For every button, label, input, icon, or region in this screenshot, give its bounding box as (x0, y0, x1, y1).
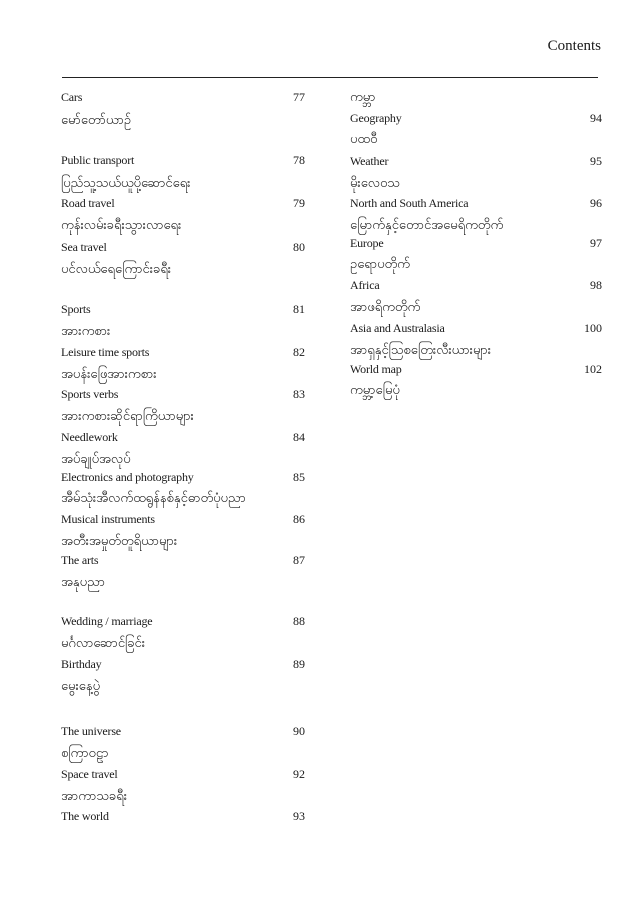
entry-title-en: The universe (61, 724, 121, 738)
entry-page-number: 82 (293, 345, 305, 359)
entry-title-my: ပင်လယ်ရေကြောင်းခရီး (61, 262, 172, 277)
entry-page-number: 96 (590, 196, 602, 210)
entry-title-en: World map (350, 362, 402, 376)
entry-page-number: 97 (590, 236, 602, 250)
entry-title-my: အပန်းဖြေအားကစား (61, 367, 157, 382)
entry-page-number: 92 (293, 767, 305, 781)
entry-title-my: မွေးနေ့ပွဲ (61, 679, 100, 694)
entry-page-number: 81 (293, 302, 305, 316)
entry-page-number: 102 (584, 362, 602, 376)
entry-title-en: Africa (350, 278, 380, 292)
entry-page-number: 95 (590, 154, 602, 168)
entry-title-en: Europe (350, 236, 384, 250)
entry-title-my: စကြာဝဠာ (61, 746, 109, 761)
entry-title-en: North and South America (350, 196, 469, 210)
entry-title-my: အားကစား (61, 324, 111, 339)
entry-title-en: Leisure time sports (61, 345, 150, 359)
entry-title-my: ကမ္ဘာ့မြေပုံ (350, 383, 400, 398)
entry-page-number: 84 (293, 430, 305, 444)
entry-title-my: ဥရောပတိုက် (350, 257, 410, 272)
entry-title-my: မင်္ဂလာဆောင်ခြင်း (61, 636, 146, 651)
entry-page-number: 88 (293, 614, 305, 628)
entry-page-number: 100 (584, 321, 602, 335)
entry-title-my: မိုးလေဝသ (350, 176, 400, 191)
entry-title-my: အပ်ချုပ်အလုပ် (61, 452, 131, 467)
entry-title-en: Asia and Australasia (350, 321, 445, 335)
entry-title-en: Sports verbs (61, 387, 119, 401)
entry-title-en: Sea travel (61, 240, 107, 254)
entry-title-my: ပထဝီ (350, 132, 378, 147)
entry-title-en: Sports (61, 302, 91, 316)
entry-title-my: မြောက်နှင့်တောင်အမေရိကတိုက် (350, 218, 504, 233)
page-title: Contents (547, 38, 601, 54)
entry-page-number: 86 (293, 512, 305, 526)
entry-title-en: Public transport (61, 153, 135, 167)
entry-title-my: အီမ်သုံးအီလက်ထရွန်နစ်နှင့်ဓာတ်ပုံပညာ (61, 491, 246, 506)
entry-page-number: 80 (293, 240, 305, 254)
entry-title-my: အနုပညာ (61, 575, 105, 590)
entry-title-my: ပြည်သူ့သယ်ယူပို့ဆောင်ရေး (61, 176, 191, 191)
entry-title-my: အတီးအမှုတ်တူရိယာများ (61, 534, 178, 549)
entry-title-en: Geography (350, 111, 402, 125)
entry-title-en: Space travel (61, 767, 118, 781)
entry-title-en: Wedding / marriage (61, 614, 153, 628)
entry-title-en: The world (61, 809, 109, 823)
header-divider (62, 77, 598, 78)
entry-page-number: 87 (293, 553, 305, 567)
entry-title-my: ကုန်းလမ်းခရီးသွားလာရေး (61, 218, 182, 233)
entry-title-my: မော်တော်ယာဉ် (61, 113, 132, 128)
entry-title-en: Needlework (61, 430, 118, 444)
entry-title-en: The arts (61, 553, 99, 567)
entry-title-en: Musical instruments (61, 512, 155, 526)
entry-title-my: အားကစားဆိုင်ရာကြိယာများ (61, 409, 194, 424)
section-title-my: ကမ္ဘာ (350, 90, 376, 105)
entry-title-en: Electronics and photography (61, 470, 194, 484)
entry-page-number: 89 (293, 657, 305, 671)
entry-title-en: Cars (61, 90, 83, 104)
entry-page-number: 83 (293, 387, 305, 401)
entry-page-number: 98 (590, 278, 602, 292)
entry-page-number: 77 (293, 90, 305, 104)
entry-title-en: Birthday (61, 657, 102, 671)
entry-title-en: Weather (350, 154, 389, 168)
entry-title-my: အာရှနှင့်ဩစတြေးလီးယားများ (350, 343, 492, 358)
entry-page-number: 94 (590, 111, 602, 125)
entry-title-my: အာကာသခရီး (61, 789, 127, 804)
entry-page-number: 85 (293, 470, 305, 484)
entry-page-number: 90 (293, 724, 305, 738)
entry-page-number: 78 (293, 153, 305, 167)
entry-title-en: Road travel (61, 196, 115, 210)
entry-page-number: 79 (293, 196, 305, 210)
entry-title-my: အာဖရိကတိုက် (350, 300, 421, 315)
entry-page-number: 93 (293, 809, 305, 823)
